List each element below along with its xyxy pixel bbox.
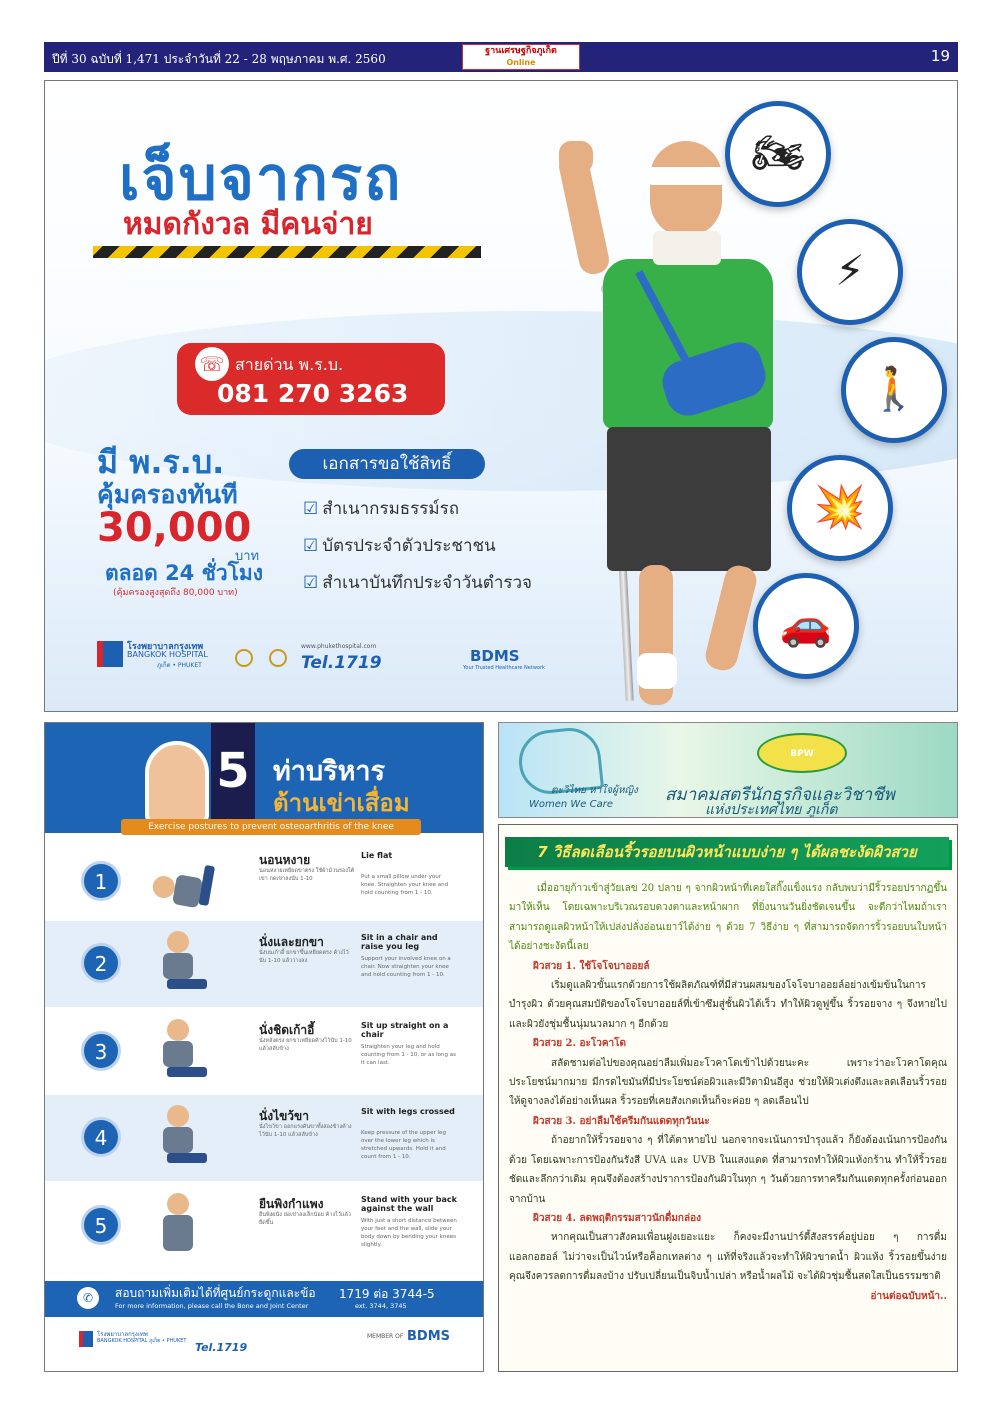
masthead-subtitle: Online — [506, 58, 536, 67]
head — [650, 141, 722, 237]
page-header-bar — [44, 42, 958, 72]
exercise-desc-th: นั่งบนเก้าอี้ ยกขาขึ้นเหยียดตรง ค้างไว้นับ 1-10 แล้ววางลง — [259, 950, 349, 964]
section-text: หากคุณเป็นสาวสังคมเพื่อนฝูงเยอะแยะ ก็คงจะมีงานปาร์ตี้สังสรรค์อยู่บ่อย ๆ การดื่มแอลกอฮอล์ ไม่ว่าจะเป็นไวน์หรือค็อกเทลต่าง ๆ แท้ที่จริงแล้วจะทำให้ผิวขาดน้ำ ผิวแห้ง ริ้วรอยขึ้นง่าย คุณจึงควรลดการดื่มลงบ้าง ปรับเปลี่ยนเป็นจิบน้ำเปล่า หรือน้ำผลไม้ จะได้ผิวชุ่มชื้นสดใสเป็นธรรมชาติ — [509, 1232, 947, 1283]
masthead-logo — [462, 44, 580, 70]
exercise-desc-en: With just a short distance between your feet and the wall, slide your body down by bending your knees slightly. — [361, 1218, 457, 1248]
section-heading: ผิวสวย 3. อย่าลืมใช้ครีมกันแดดทุกวันนะ — [533, 1115, 710, 1127]
car-crash-icon: 💥 — [787, 455, 893, 561]
bpw-banner — [498, 722, 958, 818]
motorcycle-pole-icon: ⚡ — [797, 219, 903, 325]
coverage-title: มี พ.ร.บ. — [97, 443, 225, 481]
page-number: 19 — [930, 47, 950, 65]
exercise-row — [45, 921, 484, 1007]
banner-tagline-en: Women We Care — [529, 799, 614, 810]
right-leg — [703, 563, 760, 674]
exercise-name-en: Stand with your back against the wall — [361, 1195, 457, 1213]
section-text: สลัดชามต่อไปของคุณอย่าลืมเพิ่มอะโวคาโดเข้าไปด้วยนะคะ เพราะว่าอะโวคาโดคุณประโยชน์มากมาย มีกรดไขมันที่มีประโยชน์ต่อผิวและมีวิตามินอีสูง ช่วยให้ผิวเต่งตึงและลดเลือนริ้วรอยให้ดูจางลงได้อย่างเห็นผล ริ้วรอยที่เคยสังเกตเห็นก็จะค่อย ๆ ลดเลือนไป — [509, 1057, 947, 1108]
hospital-cross-icon — [79, 1331, 93, 1347]
hospital-name-en: BANGKOK HOSPITAL ภูเก็ต • PHUKET — [97, 1338, 187, 1344]
hospital-name-th: โรงพยาบาลกรุงเทพ — [127, 642, 204, 652]
exercise-row — [45, 839, 484, 925]
exercise-name-th: นั่งชิดเก้าอี้ — [259, 1023, 315, 1037]
exercise-illustration — [147, 1105, 227, 1171]
bdms-logo: BDMS — [407, 1329, 450, 1344]
exercise-desc-en: Keep pressure of the upper leg over the lower leg which is stretched upwards. Hold it and count from 1 - 10. — [361, 1130, 446, 1160]
exercise-desc-th: นั่งไขว้ขา ออกแรงดันขาทั้งสองข้างค้างไว้นับ 1-10 แล้วสลับข้าง — [259, 1124, 352, 1138]
article-intro: เมื่ออายุก้าวเข้าสู่วัยเลข 20 ปลาย ๆ จากผิวหน้าที่เคยใสกิ๊งแข็งแรง กลับพบว่ามีริ้วรอยปรากฏขึ้นมาให้เห็น โดยเฉพาะบริเวณรอบดวงตาและหน้าผาก ที่ยิ่งนานวันยิ่งชัดเจนขึ้น จะดีกว่าไหมถ้าเราสามารถดูแลผิวหน้าให้เปล่งปลั่งอ่อนเยาว์ได้ง่าย ๆ ด้วย 7 วิธีง่าย ๆ ที่สามารถจัดการริ้วรอยบนใบหน้าได้อย่างชะงัดนี้เลย — [509, 883, 947, 953]
accreditation-seal-icon — [235, 649, 253, 667]
document-item: ☑ สำเนาบันทึกประจำวันตำรวจ — [303, 573, 533, 593]
coverage-currency: บาท — [235, 549, 260, 564]
hospital-location: ภูเก็ต • PHUKET — [157, 662, 202, 669]
knee-ad-header — [45, 723, 484, 833]
ankle-bandage — [637, 653, 677, 689]
footer-phone: 1719 ต่อ 3744-5 — [339, 1287, 435, 1301]
documents-title: เอกสารขอใช้สิทธิ์ — [289, 449, 485, 479]
documents-list — [303, 495, 532, 606]
hazard-stripe — [93, 246, 481, 258]
accident-insurance-ad — [44, 80, 958, 712]
issue-info: ปีที่ 30 ฉบับที่ 1,471 ประจำวันที่ 22 - 28 พฤษภาคม พ.ศ. 2560 — [52, 52, 386, 66]
exercise-number-badge: 1 — [81, 861, 121, 901]
bdms-logo: BDMS — [470, 647, 520, 665]
article-body — [509, 879, 947, 1306]
exercise-name-th: ยืนพิงกำแพง — [259, 1197, 324, 1211]
knee-ad-footer — [45, 1281, 484, 1317]
exercise-name-en: Sit in a chair and raise you leg — [361, 933, 438, 951]
exercise-illustration — [147, 1019, 227, 1085]
neck-brace — [653, 231, 721, 265]
exercise-illustration — [148, 837, 227, 927]
beauty-article — [498, 824, 958, 1372]
exercise-name-th: นอนหงาย — [259, 853, 311, 867]
section-heading: ผิวสวย 2. อะโวคาโด — [533, 1038, 626, 1050]
hotline-box — [177, 343, 445, 415]
footer-contact-en: For more information, please call the Bone and Joint Center — [115, 1302, 309, 1310]
head-bandage — [647, 167, 727, 185]
exercise-desc-th: นั่งหลังตรง ยกขาเหยียดค้างไว้นับ 1-10 แล้วสลับข้าง — [259, 1038, 352, 1052]
motorcycle-collision-icon: 🏍 — [725, 101, 831, 207]
document-item: ☑ สำเนากรมธรรม์รถ — [303, 499, 460, 519]
exercise-name-en: Sit up straight on a chair — [361, 1021, 449, 1039]
knee-exercise-ad — [44, 722, 484, 1372]
accreditation-seal-icon — [269, 649, 287, 667]
knee-ad-subtitle: ต้านเข่าเสื่อม — [273, 789, 410, 817]
coverage-subtitle: คุ้มครองทันที — [97, 480, 238, 509]
exercise-number-badge: 3 — [81, 1031, 121, 1071]
hospital-name-en: BANGKOK HOSPITAL — [127, 650, 208, 659]
phone-icon: ☏ — [195, 347, 229, 381]
bpw-logo: BPW — [757, 733, 847, 773]
exercise-name-th: นั่งไขว้ขา — [259, 1109, 309, 1123]
exercise-desc-en: Straighten your leg and hold counting from 1 - 10, or as long as it can last. — [361, 1044, 457, 1066]
exercise-illustration — [147, 931, 227, 997]
exercise-name-th: นั่งและยกขา — [259, 935, 324, 949]
ad-subheadline: หมดกังวล มีคนจ่าย — [123, 207, 373, 242]
exercise-desc-th: นอนหงายเหยียดขาตรง ใช้ผ้าม้วนรองใต้เข่า กดเข่าลงนับ 1-10 — [259, 868, 355, 882]
association-name: สมาคมสตรีนักธุรกิจและวิชาชีพ — [665, 785, 895, 805]
fist — [559, 141, 593, 173]
car-pedestrian-icon: 🚗 — [753, 573, 859, 679]
masthead-title: ฐานเศรษฐกิจภูเก็ต — [485, 46, 557, 56]
hospital-cross-icon — [97, 641, 123, 667]
exercise-row — [45, 1095, 484, 1181]
coverage-note: (คุ้มครองสูงสุดถึง 80,000 บาท) — [113, 588, 238, 598]
exercise-desc-en: Support your involved knee on a chair. Now straighten your knee and hold counting from 1 - 10. — [361, 956, 451, 978]
hospital-tel: Tel.1719 — [195, 1341, 248, 1354]
exercise-row — [45, 1009, 484, 1095]
checkbox-icon: ☑ — [303, 536, 319, 556]
knee-ad-title: ท่าบริหาร — [273, 756, 386, 787]
exercise-number-badge: 5 — [81, 1205, 121, 1245]
checkbox-icon: ☑ — [303, 499, 319, 519]
info-icon: ✆ — [77, 1287, 99, 1309]
coverage-amount: 30,000 — [97, 505, 252, 551]
checkbox-icon: ☑ — [303, 573, 319, 593]
section-text: ถ้าอยากให้ริ้วรอยจาง ๆ ที่ใต้ตาหายไป นอกจากจะเน้นการบำรุงแล้ว ก็ยังต้องเน้นการป้องกันด้วย โดยเฉพาะการป้องกันรังสี UVA และ UVB ในแสงแดด ที่สามารถทำให้ผิวแห้งกร้าน ทำให้ริ้วรอยชัดและลึกกว่าเดิม คุณจึงต้องสร้างปราการป้องกันผิวในทุก ๆ วันด้วยการทาครีมกันแดดทุกครั้งก่อนออกจากบ้าน — [509, 1135, 948, 1205]
pedestrian-icon: 🚶 — [841, 337, 947, 443]
exercise-name-en: Lie flat — [361, 851, 393, 860]
ad-headline: เจ็บจากรถ — [119, 144, 403, 214]
article-title: 7 วิธีลดเลือนริ้วรอยบนผิวหน้าแบบง่าย ๆ ได้ผลชะงัดผิวสวย — [505, 837, 949, 867]
coverage-duration: ตลอด 24 ชั่วโมง — [105, 561, 264, 585]
exercise-name-en: Sit with legs crossed — [361, 1107, 455, 1116]
bdms-tagline: Your Trusted Healthcare Network — [463, 665, 545, 671]
document-item: ☑ บัตรประจำตัวประชาชน — [303, 536, 496, 556]
exercise-number-badge: 4 — [81, 1117, 121, 1157]
continued-link: อ่านต่อฉบับหน้า.. — [870, 1290, 947, 1302]
section-text: เริ่มดูแลผิวขั้นแรกด้วยการใช้ผลิตภัณฑ์ที่มีส่วนผสมของโจโจบาออยล์อย่างเข้มข้นในการบำรุงผิว ด้วยคุณสมบัติของโจโจบาออยล์ที่เข้าซึมสู่ชั้นผิวได้เร็ว ทำให้ผิวดูฟูขึ้น ริ้วรอยจาง ๆ จึงหายไป และผิวยังชุ่มชื้นนุ่มนวลมาก ๆ อีกด้วย — [509, 980, 947, 1030]
association-location: แห่งประเทศไทย ภูเก็ต — [705, 802, 838, 818]
footer-extension: ext. 3744, 3745 — [355, 1302, 407, 1310]
hotline-number: 081 270 3263 — [217, 379, 409, 408]
hotline-label: สายด่วน พ.ร.บ. — [235, 355, 344, 374]
exercise-number-badge: 2 — [81, 943, 121, 983]
hospital-tel: Tel.1719 — [301, 653, 382, 673]
exercise-count: 5 — [211, 723, 255, 819]
exercise-desc-en: Put a small pillow under your knee. Straighten your knee and hold counting from 1 - 10. — [361, 874, 449, 896]
footer-contact-th: สอบถามเพิ่มเติมได้ที่ศูนย์กระดูกและข้อ — [115, 1286, 316, 1300]
man-stretching-icon — [145, 741, 209, 825]
exercise-desc-th: ยืนพิงผนัง ย่อเข่าลงเล็กน้อย ค้างไว้แล้วยืดขึ้น — [259, 1212, 351, 1226]
exercise-illustration — [147, 1193, 227, 1259]
member-of-label: MEMBER OF — [367, 1333, 404, 1340]
hospital-website: www.phukethospital.com — [301, 643, 377, 650]
banner-tagline-th: ตะวิไทย หาใจผู้หญิง — [551, 785, 638, 796]
hospital-name-th: โรงพยาบาลกรุงเทพ — [97, 1331, 148, 1338]
shorts — [607, 427, 771, 571]
section-heading: ผิวสวย 4. ลดพฤติกรรมสาวนักดื่มกล่อง — [533, 1212, 701, 1224]
knee-ad-english-subtitle: Exercise postures to prevent osteoarthritis of the knee — [121, 819, 421, 835]
exercise-row — [45, 1183, 484, 1269]
section-heading: ผิวสวย 1. ใช้โจโจบาออยล์ — [533, 960, 650, 972]
